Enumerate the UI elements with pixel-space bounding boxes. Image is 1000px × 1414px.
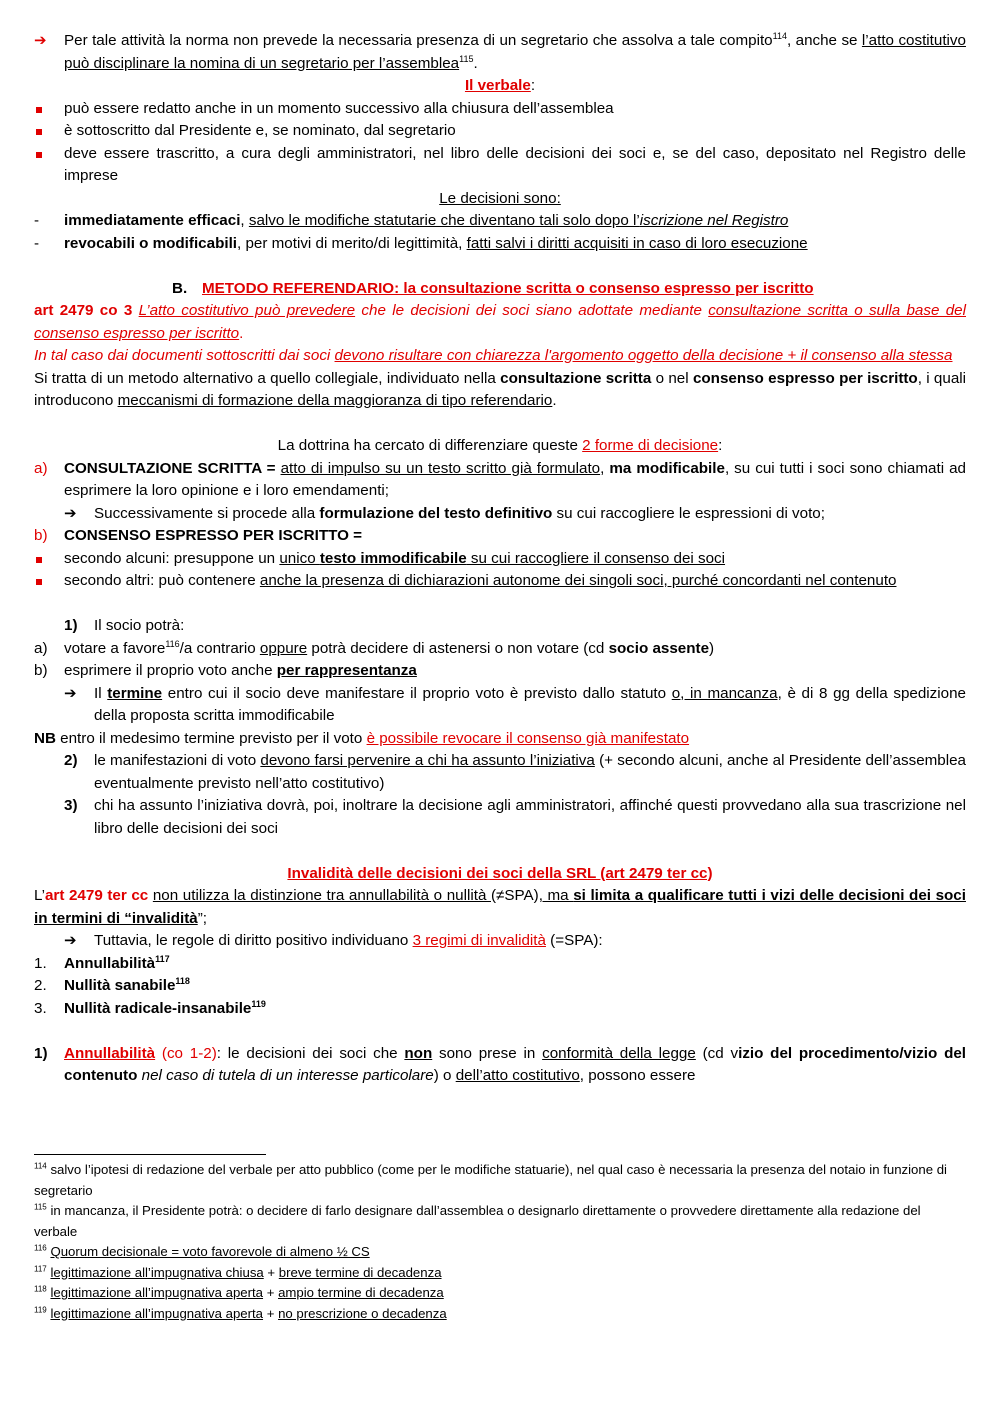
metodo-paragraph: Si tratta di un metodo alternativo a quello collegiale, individuato nella consultazione scritta o nel consenso espresso per iscritto, i quali introducono meccanismi di formazione della maggioranza di tipo referendario.	[34, 369, 967, 409]
square-bullet-icon	[36, 557, 42, 563]
list-item: ➔ Il termine entro cui il socio deve manifestare il proprio voto è previsto dallo statuto o, in mancanza, è di 8 gg della spedizione della proposta scritta immodificabile	[64, 684, 966, 724]
arrow-icon: ➔	[64, 932, 77, 949]
square-bullet-icon	[36, 129, 42, 135]
tal-caso-paragraph: In tal caso dai documenti sottoscritti dai soci devono risultare con chiarezza l'argomento oggetto della decisione + il consenso alla stessa	[34, 347, 953, 364]
list-item: b) esprimere il proprio voto anche per rappresentanza	[34, 662, 417, 679]
list-item: deve essere trascritto, a cura degli amministratori, nel libro delle decisioni dei soci e, se del caso, depositato nel Registro delle imprese	[34, 143, 966, 188]
nb-line: NB entro il medesimo termine previsto per il voto è possibile revocare il consenso già manifestato	[34, 729, 690, 747]
list-item: 1. Annullabilità$^{117}$	[34, 953, 170, 972]
square-bullet-icon	[36, 152, 42, 158]
footnote-item: $^{114}$ salvo l’ipotesi di redazione del verbale per atto pubblico (come per le modifiche statuarie), nel qual caso è necessaria la presenza del notaio in funzione di segretario	[34, 1161, 947, 1198]
footnote-item: $^{116}$ Quorum decisionale = voto favorevole di almeno ½ CS	[34, 1243, 370, 1259]
list-item: 1) Il socio potrà:	[64, 617, 185, 634]
footnote-item: $^{118}$ legittimazione all’impugnativa aperta + ampio termine di decadenza	[34, 1284, 444, 1300]
list-item: a) CONSULTAZIONE SCRITTA = atto di impulso su un testo scritto già formulato, ma modificabile, su cui tutti i soci sono chiamati ad esprimere la loro opinione e i loro emendamenti;	[34, 459, 966, 499]
footnote-item: $^{115}$ in mancanza, il Presidente potrà: o decidere di farlo designare dall’assemblea o designarlo direttamente o provvedere direttamente alla redazione del verbale	[34, 1202, 921, 1239]
dash-icon: -	[34, 234, 40, 252]
arrow-icon: ➔	[64, 684, 77, 702]
annullabilita-paragraph: 1) Annullabilità (co 1-2): le decisioni dei soci che non sono prese in conformità della legge (cd vizio del procedimento/vizio del contenuto nel caso di tutela di un interesse particolare) o dell’atto costitutivo, possono essere	[34, 1044, 967, 1084]
list-item: ➔ Successivamente si procede alla formulazione del testo definitivo su cui raccogliere le espressioni di voto;	[34, 503, 966, 526]
verbale-heading: Il verbale:	[464, 77, 536, 94]
list-item: b) CONSENSO ESPRESSO PER ISCRITTO =	[34, 527, 363, 544]
document-page	[34, 30, 966, 1088]
paragraph-segretario: ➔ Per tale attività la norma non prevede la necessaria presenza di un segretario che assolva a tale compito$^{114}$, anche se l’atto costitutivo può disciplinare la nomina di un segretario per l’assemblea$^{115}$.	[34, 30, 966, 72]
list-item: può essere redatto anche in un momento successivo alla chiusura dell’assemblea	[34, 98, 966, 121]
invalidita-heading: Invalidità delle decisioni dei soci della SRL (art 2479 ter cc)	[287, 864, 713, 882]
list-item: secondo altri: può contenere anche la presenza di dichiarazioni autonome dei singoli soci, purché concordanti nel contenuto	[34, 570, 966, 593]
dottrina-line: La dottrina ha cercato di differenziare queste 2 forme di decisione:	[277, 437, 723, 454]
list-item: a) votare a favore$^{116}$/a contrario oppure potrà decidere di astenersi o non votare (cd socio assente)	[34, 638, 715, 657]
list-item: 3. Nullità radicale-insanabile$^{119}$	[34, 998, 266, 1017]
list-item: ➔ Tuttavia, le regole di diritto positivo individuano 3 regimi di invalidità (=SPA):	[34, 930, 966, 953]
list-item: secondo alcuni: presuppone un unico testo immodificabile su cui raccogliere il consenso dei soci	[34, 548, 966, 571]
square-bullet-icon	[36, 579, 42, 585]
footnotes	[34, 1160, 966, 1324]
decisioni-heading: Le decisioni sono:	[439, 189, 561, 207]
section-b-heading: B. METODO REFERENDARIO: la consultazione scritta o consenso espresso per iscritto	[172, 279, 814, 297]
list-item: 2. Nullità sanabile$^{118}$	[34, 975, 190, 994]
list-item: - immediatamente efficaci, salvo le modifiche statutarie che diventano tali solo dopo l’iscrizione nel Registro	[34, 210, 966, 233]
list-item: è sottoscritto dal Presidente e, se nominato, dal segretario	[34, 120, 966, 143]
arrow-icon: ➔	[34, 32, 47, 49]
list-item: 2) le manifestazioni di voto devono farsi pervenire a chi ha assunto l’iniziativa (+ secondo alcuni, anche al Presidente dell’assemblea eventualmente previsto nell’atto costitutivo)	[64, 752, 967, 792]
footnote-item: $^{119}$ legittimazione all’impugnativa aperta + no prescrizione o decadenza	[34, 1305, 447, 1321]
art-paragraph: art 2479 co 3 L’atto costitutivo può prevedere che le decisioni dei soci siano adottate mediante consultazione scritta o sulla base del consenso espresso per iscritto.	[34, 302, 966, 342]
arrow-icon: ➔	[64, 504, 77, 522]
list-item: - revocabili o modificabili, per motivi di merito/di legittimità, fatti salvi i diritti acquisiti in caso di loro esecuzione	[34, 233, 966, 256]
footnote-divider	[34, 1154, 266, 1155]
invalidita-paragraph: L’art 2479 ter cc non utilizza la distinzione tra annullabilità o nullità (≠SPA), ma si limita a qualificare tutti i vizi delle decisioni dei soci in termini di “invalidità”;	[34, 887, 966, 927]
footnote-item: $^{117}$ legittimazione all’impugnativa chiusa + breve termine di decadenza	[34, 1264, 442, 1280]
dash-icon: -	[34, 212, 40, 229]
list-item: 3) chi ha assunto l’iniziativa dovrà, poi, inoltrare la decisione agli amministratori, affinché questi provvedano alla sua trascrizione nel libro delle decisioni dei soci	[64, 797, 966, 837]
square-bullet-icon	[36, 107, 42, 113]
